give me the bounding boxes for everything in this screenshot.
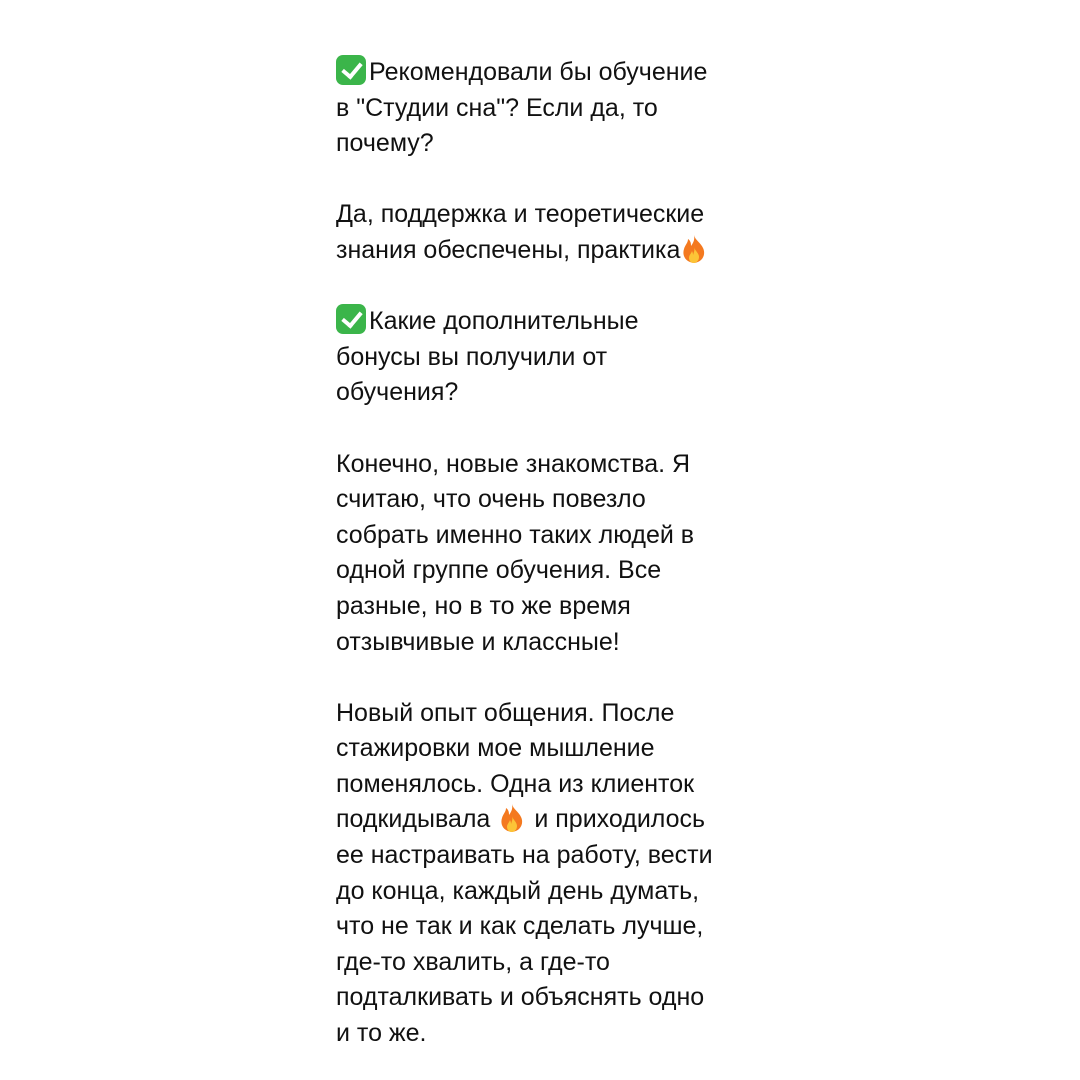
check-mark-icon (336, 304, 366, 334)
answer-2-line-1: Конечно, новые знакомства. Я (336, 449, 691, 478)
question-2-text: Какие дополнительные (369, 307, 639, 336)
answer-1-line-2 (336, 233, 766, 269)
paragraph-gap (336, 162, 766, 198)
paragraph-gap (336, 269, 766, 305)
fire-icon (498, 803, 526, 833)
answer-1-text: знания обеспечены, практика (336, 235, 681, 264)
answer-3-line-4-end: и приходилось (534, 805, 706, 834)
question-1-line-3: почему? (336, 129, 434, 158)
answer-2-line-6: отзывчивые и классные! (336, 627, 620, 656)
answer-3-line-4 (336, 802, 766, 838)
question-1-line-1 (336, 55, 766, 91)
answer-3-line-8: где-то хвалить, а где-то (336, 947, 610, 976)
answer-2-line-3: собрать именно таких людей в (336, 520, 695, 549)
paragraph-gap (336, 411, 766, 447)
check-mark-icon (336, 55, 366, 85)
question-2-line-2: бонусы вы получили от (336, 342, 608, 371)
answer-3-line-7: что не так и как сделать лучше, (336, 912, 704, 941)
answer-2-line-4: одной группе обучения. Все (336, 556, 662, 585)
question-2-line-3: обучения? (336, 378, 459, 407)
answer-3-line-3: поменялось. Одна из клиенток (336, 769, 695, 798)
answer-3-line-2: стажировки мое мышление (336, 734, 655, 763)
answer-2-line-2: считаю, что очень повезло (336, 485, 646, 514)
answer-3-line-6: до конца, каждый день думать, (336, 876, 700, 905)
fire-icon (680, 234, 708, 264)
question-1-text: Рекомендовали бы обучение (369, 58, 708, 86)
paragraph-gap (336, 660, 766, 696)
answer-3-line-5: ее настраивать на работу, вести (336, 841, 713, 870)
review-text (336, 55, 766, 1052)
answer-3-line-10: и то же. (336, 1019, 427, 1048)
answer-3-line-1: Новый опыт общения. После (336, 698, 675, 727)
question-1-line-2: в "Студии сна"? Если да, то (336, 93, 658, 122)
answer-3-line-9: подталкивать и объяснять одно (336, 983, 705, 1012)
question-2-line-1 (336, 304, 766, 340)
answer-3-line-4-start: подкидывала (336, 805, 491, 834)
answer-2-line-5: разные, но в то же время (336, 591, 631, 620)
answer-1-line-1: Да, поддержка и теоретические (336, 200, 705, 229)
